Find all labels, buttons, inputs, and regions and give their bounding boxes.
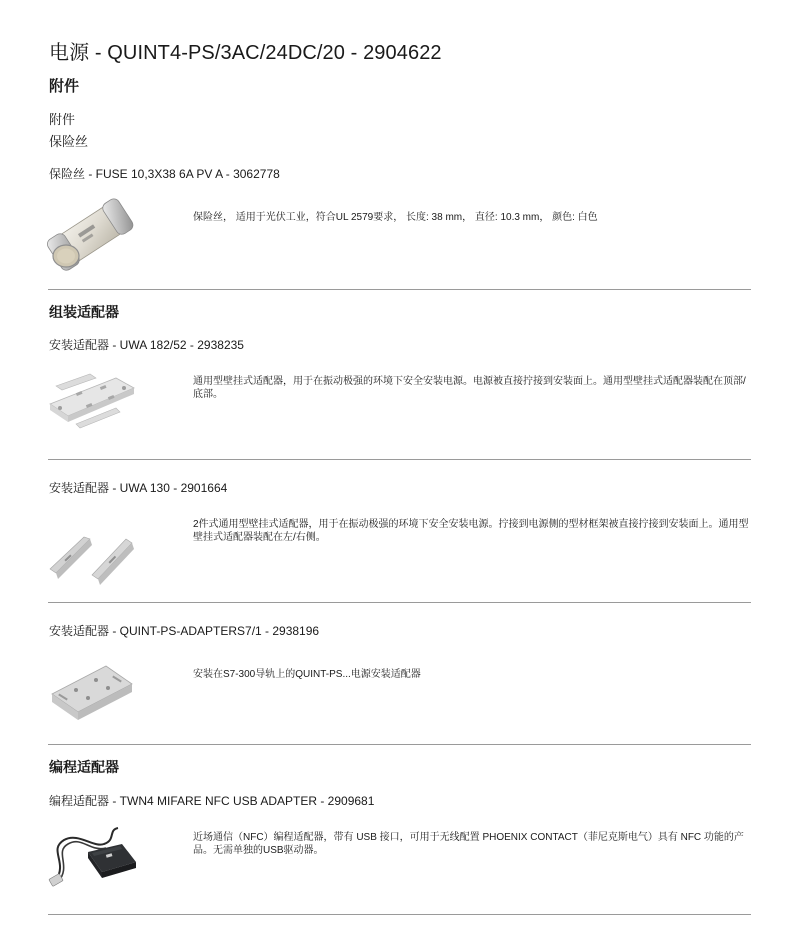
product-description-uwa-130: 2件式通用型壁挂式适配器，用于在振动极强的环境下安全安装电源。拧接到电源侧的型材框架被直接拧接到安装面上。通用型壁挂式适配器装配在左/右侧。: [193, 519, 749, 543]
product-description-twn4-nfc-usb-adapter: 近场通信（NFC）编程适配器，带有 USB 接口，可用于无线配置 PHOENIX CONTACT（菲尼克斯电气）具有 NFC 功能的产品。无需单独的USB驱动器。: [193, 832, 744, 856]
product-description-uwa-182-52: 通用型壁挂式适配器，用于在振动极强的环境下安全安装电源。电源被直接拧接到安装面上。通用型壁挂式适配器装配在顶部/底部。: [193, 376, 746, 400]
divider: [48, 459, 751, 460]
divider: [48, 744, 751, 745]
page-title: 电源 - QUINT4-PS/3AC/24DC/20 - 2904622: [49, 42, 442, 64]
category-label-fuse: 保险丝: [49, 134, 89, 149]
product-title-uwa-182-52[interactable]: 安装适配器 - UWA 182/52 - 2938235: [49, 338, 244, 352]
product-description-quint-ps-adapters7-1: 安装在S7-300导轨上的QUINT-PS...电源安装适配器: [193, 669, 421, 680]
category-label-accessories: 附件: [49, 112, 76, 127]
section-heading-accessories: 附件: [49, 78, 80, 95]
product-title-fuse[interactable]: 保险丝 - FUSE 10,3X38 6A PV A - 3062778: [49, 167, 280, 181]
product-title-twn4-nfc-usb-adapter[interactable]: 编程适配器 - TWN4 MIFARE NFC USB ADAPTER - 2909681: [49, 794, 375, 808]
group-heading-mounting-adapters: 组装适配器: [49, 304, 119, 320]
divider: [48, 289, 751, 290]
wall-adapter-plate-icon[interactable]: [46, 364, 138, 443]
product-description-fuse: 保险丝， 适用于光伏工业，符合UL 2579要求， 长度: 38 mm， 直径: 10.3 mm， 颜色: 白色: [193, 212, 598, 223]
fuse-cartridge-icon[interactable]: [46, 193, 136, 280]
product-title-quint-ps-adapters7-1[interactable]: 安装适配器 - QUINT-PS-ADAPTERS7/1 - 2938196: [49, 624, 320, 638]
group-heading-programming-adapters: 编程适配器: [49, 759, 119, 775]
angle-brackets-icon[interactable]: [46, 525, 136, 590]
divider: [48, 914, 751, 915]
divider: [48, 602, 751, 603]
product-title-uwa-130[interactable]: 安装适配器 - UWA 130 - 2901664: [49, 481, 228, 495]
nfc-usb-adapter-icon[interactable]: [46, 822, 138, 893]
s7-rail-adapter-icon[interactable]: [46, 660, 138, 731]
